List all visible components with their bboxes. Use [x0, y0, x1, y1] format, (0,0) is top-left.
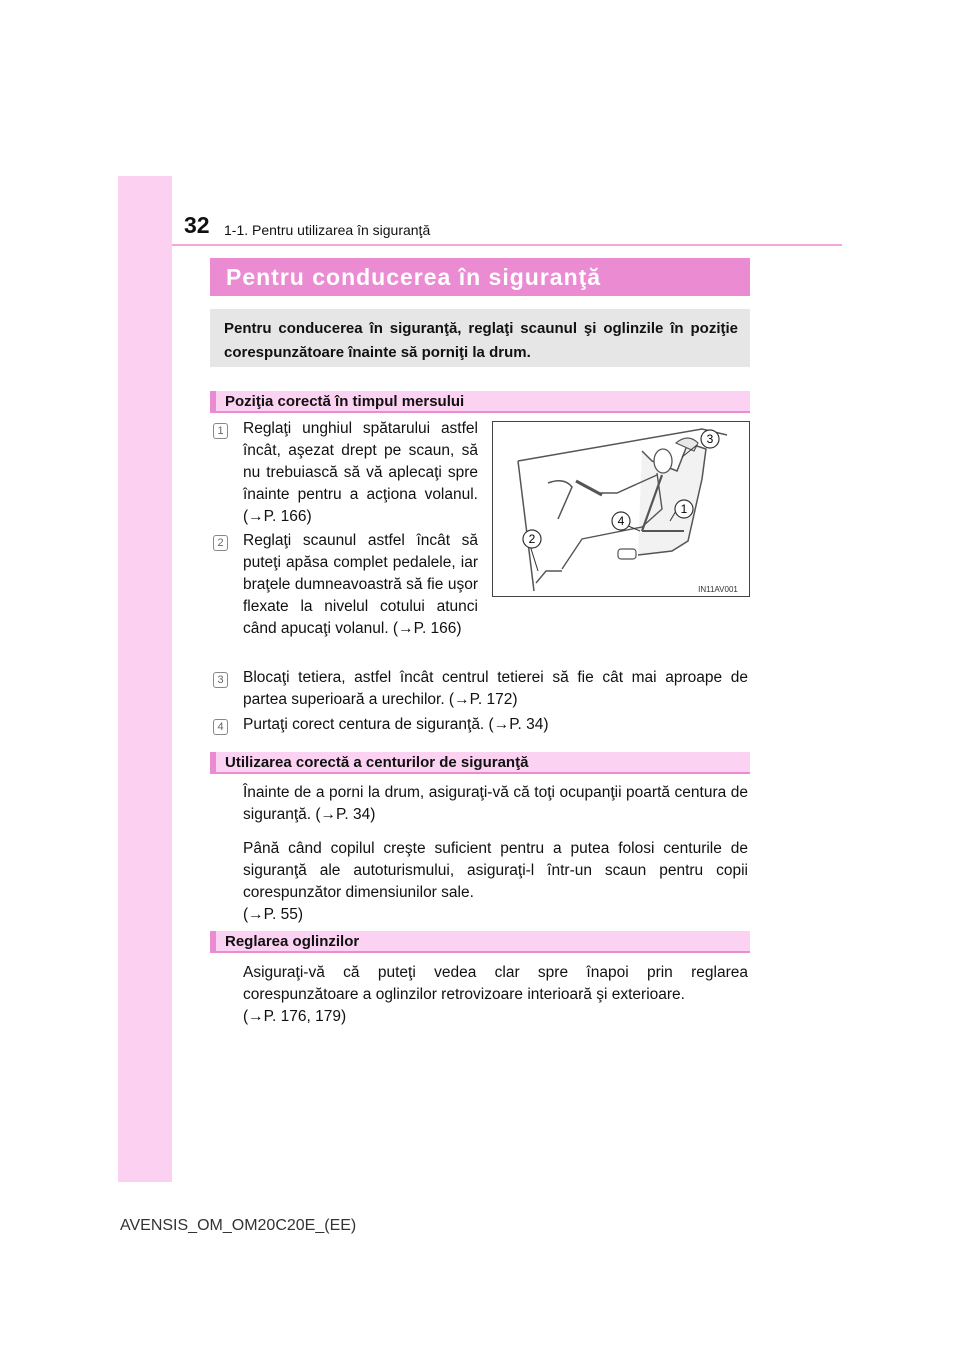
item-marker-2: 2 [213, 535, 228, 551]
section-title-bar [210, 258, 750, 296]
subheading-seat-belts [210, 752, 750, 774]
item-text-3: Blocaţi tetiera, astfel încât centrul tetierei să fie cât mai aproape de partea superioară a urechilor. (→P. 172) [243, 669, 748, 708]
document-code-footer: AVENSIS_OM_OM20C20E_(EE) [120, 1217, 357, 1234]
mirrors-reference: (→P. 176, 179) [243, 1008, 347, 1025]
subheading-text: Reglarea oglinzilor [225, 933, 360, 950]
item-text-2: Reglaţi scaunul astfel încât să puteţi apăsa complet pedalele, iar braţele dumneavoastră să fie uşor flexate la nivelul cotului atunci când apucaţi volanul. (→P. 166) [243, 532, 478, 637]
figure-code: IN11AV001 [698, 585, 738, 594]
header-rule [172, 244, 842, 246]
seating-illustration [492, 421, 750, 597]
item-text-1: Reglaţi unghiul spătarului astfel încât, aşezat drept pe scaun, să nu trebuiască să vă aplecaţi spre înainte pentru a acţiona volanul. (→P. 166) [243, 420, 478, 525]
item-marker-4: 4 [213, 719, 228, 735]
running-title: 1-1. Pentru utilizarea în siguranţă [224, 222, 431, 238]
item-marker-1: 1 [213, 423, 228, 439]
side-tab-band [118, 176, 172, 1182]
subheading-driving-position [210, 391, 750, 413]
page-number: 32 [184, 212, 210, 238]
item-marker-3: 3 [213, 672, 228, 688]
intro-text: Pentru conducerea în siguranţă, reglaţi scaunul şi oglinzile în poziţie corespunzătoare înainte să porniţi la drum. [224, 320, 738, 361]
section-title: Pentru conducerea în siguranţă [226, 264, 602, 290]
callout-1-label: 1 [680, 502, 688, 516]
subheading-mirrors [210, 931, 750, 953]
callout-2-label: 2 [528, 532, 536, 546]
subheading-text: Utilizarea corectă a centurilor de siguranţă [225, 754, 529, 771]
callout-3-label: 3 [706, 432, 714, 446]
seat-belts-paragraph-2: Până când copilul creşte suficient pentru a putea folosi centurile de siguranţă ale autoturismului, asiguraţi-l într-un scaun pentru copii corespunzător dimensiunilor sale. [243, 840, 748, 901]
seating-position-figure [492, 421, 750, 597]
callout-4-label: 4 [617, 514, 625, 528]
item-text-4: Purtaţi corect centura de siguranţă. (→P. 34) [243, 716, 549, 733]
intro-box [210, 309, 750, 367]
seat-belts-reference: (→P. 55) [243, 906, 304, 923]
seat-belts-paragraph-1: Înainte de a porni la drum, asiguraţi-vă că toţi ocupanţii poartă centura de siguranţă. (→P. 34) [243, 784, 748, 823]
mirrors-paragraph-1: Asiguraţi-vă că puteţi vedea clar spre înapoi prin reglarea corespunzătoare a oglinzilor retrovizoare interioară şi exterioare. [243, 964, 748, 1003]
subheading-text: Poziţia corectă în timpul mersului [225, 393, 465, 410]
